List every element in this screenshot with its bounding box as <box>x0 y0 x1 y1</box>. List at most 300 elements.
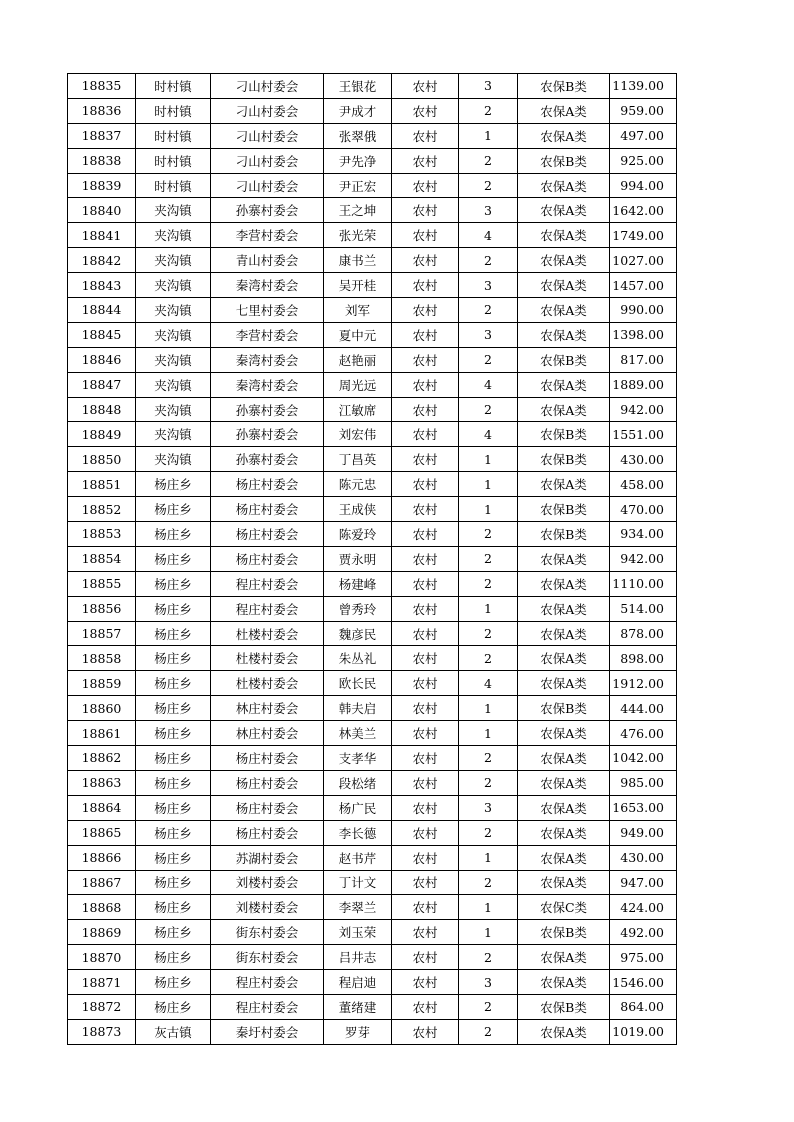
area-type-cell: 农村 <box>392 721 459 746</box>
amount-cell: 1642.00 <box>610 198 677 223</box>
insurance-category-cell: 农保A类 <box>518 472 610 497</box>
household-size-cell: 2 <box>459 621 518 646</box>
table-row <box>68 994 677 1019</box>
village-committee-cell: 杜楼村委会 <box>211 621 324 646</box>
record-id-cell: 18842 <box>68 248 136 273</box>
person-name-cell: 李长德 <box>324 820 392 845</box>
person-name-cell: 吕井志 <box>324 945 392 970</box>
table-row <box>68 98 677 123</box>
area-type-cell: 农村 <box>392 322 459 347</box>
amount-cell: 1749.00 <box>610 223 677 248</box>
township-cell: 杨庄乡 <box>136 820 211 845</box>
person-name-cell: 王银花 <box>324 74 392 99</box>
insurance-category-cell: 农保A类 <box>518 721 610 746</box>
amount-cell: 424.00 <box>610 895 677 920</box>
table-row <box>68 671 677 696</box>
area-type-cell: 农村 <box>392 770 459 795</box>
table-row <box>68 298 677 323</box>
table-row <box>68 621 677 646</box>
township-cell: 夹沟镇 <box>136 198 211 223</box>
household-size-cell: 2 <box>459 571 518 596</box>
township-cell: 夹沟镇 <box>136 372 211 397</box>
person-name-cell: 魏彦民 <box>324 621 392 646</box>
insurance-category-cell: 农保B类 <box>518 148 610 173</box>
area-type-cell: 农村 <box>392 372 459 397</box>
amount-cell: 817.00 <box>610 347 677 372</box>
amount-cell: 942.00 <box>610 546 677 571</box>
area-type-cell: 农村 <box>392 422 459 447</box>
table-row <box>68 646 677 671</box>
village-committee-cell: 李营村委会 <box>211 223 324 248</box>
record-id-cell: 18867 <box>68 870 136 895</box>
insurance-category-cell: 农保A类 <box>518 571 610 596</box>
amount-cell: 1889.00 <box>610 372 677 397</box>
amount-cell: 934.00 <box>610 522 677 547</box>
household-size-cell: 2 <box>459 397 518 422</box>
amount-cell: 1457.00 <box>610 273 677 298</box>
area-type-cell: 农村 <box>392 198 459 223</box>
person-name-cell: 陈元忠 <box>324 472 392 497</box>
insurance-category-cell: 农保A类 <box>518 1019 610 1044</box>
record-id-cell: 18858 <box>68 646 136 671</box>
township-cell: 时村镇 <box>136 98 211 123</box>
household-size-cell: 2 <box>459 746 518 771</box>
village-committee-cell: 青山村委会 <box>211 248 324 273</box>
area-type-cell: 农村 <box>392 74 459 99</box>
insurance-category-cell: 农保A类 <box>518 770 610 795</box>
village-committee-cell: 杨庄村委会 <box>211 497 324 522</box>
insurance-category-cell: 农保B类 <box>518 920 610 945</box>
village-committee-cell: 孙寨村委会 <box>211 447 324 472</box>
village-committee-cell: 秦圩村委会 <box>211 1019 324 1044</box>
person-name-cell: 王成侠 <box>324 497 392 522</box>
person-name-cell: 段松绪 <box>324 770 392 795</box>
household-size-cell: 3 <box>459 74 518 99</box>
area-type-cell: 农村 <box>392 945 459 970</box>
township-cell: 夹沟镇 <box>136 447 211 472</box>
village-committee-cell: 街东村委会 <box>211 945 324 970</box>
village-committee-cell: 孙寨村委会 <box>211 422 324 447</box>
village-committee-cell: 秦湾村委会 <box>211 347 324 372</box>
insurance-category-cell: 农保A类 <box>518 273 610 298</box>
assistance-roster-table <box>67 73 677 1045</box>
area-type-cell: 农村 <box>392 994 459 1019</box>
village-committee-cell: 孙寨村委会 <box>211 397 324 422</box>
record-id-cell: 18861 <box>68 721 136 746</box>
insurance-category-cell: 农保A类 <box>518 173 610 198</box>
insurance-category-cell: 农保A类 <box>518 98 610 123</box>
table-row <box>68 546 677 571</box>
township-cell: 杨庄乡 <box>136 621 211 646</box>
record-id-cell: 18873 <box>68 1019 136 1044</box>
household-size-cell: 1 <box>459 123 518 148</box>
amount-cell: 1546.00 <box>610 970 677 995</box>
insurance-category-cell: 农保A类 <box>518 646 610 671</box>
insurance-category-cell: 农保A类 <box>518 223 610 248</box>
village-committee-cell: 程庄村委会 <box>211 596 324 621</box>
village-committee-cell: 街东村委会 <box>211 920 324 945</box>
person-name-cell: 江敏席 <box>324 397 392 422</box>
record-id-cell: 18868 <box>68 895 136 920</box>
area-type-cell: 农村 <box>392 870 459 895</box>
amount-cell: 947.00 <box>610 870 677 895</box>
village-committee-cell: 刁山村委会 <box>211 74 324 99</box>
amount-cell: 898.00 <box>610 646 677 671</box>
person-name-cell: 康书兰 <box>324 248 392 273</box>
record-id-cell: 18846 <box>68 347 136 372</box>
record-id-cell: 18844 <box>68 298 136 323</box>
insurance-category-cell: 农保B类 <box>518 447 610 472</box>
table-row <box>68 447 677 472</box>
record-id-cell: 18857 <box>68 621 136 646</box>
area-type-cell: 农村 <box>392 795 459 820</box>
household-size-cell: 4 <box>459 671 518 696</box>
household-size-cell: 2 <box>459 148 518 173</box>
area-type-cell: 农村 <box>392 696 459 721</box>
household-size-cell: 3 <box>459 322 518 347</box>
record-id-cell: 18850 <box>68 447 136 472</box>
village-committee-cell: 杜楼村委会 <box>211 646 324 671</box>
table-row <box>68 273 677 298</box>
table-row <box>68 422 677 447</box>
township-cell: 杨庄乡 <box>136 497 211 522</box>
table-row <box>68 123 677 148</box>
area-type-cell: 农村 <box>392 621 459 646</box>
township-cell: 杨庄乡 <box>136 795 211 820</box>
household-size-cell: 1 <box>459 845 518 870</box>
area-type-cell: 农村 <box>392 596 459 621</box>
insurance-category-cell: 农保A类 <box>518 322 610 347</box>
amount-cell: 430.00 <box>610 447 677 472</box>
record-id-cell: 18848 <box>68 397 136 422</box>
person-name-cell: 夏中元 <box>324 322 392 347</box>
township-cell: 杨庄乡 <box>136 895 211 920</box>
amount-cell: 985.00 <box>610 770 677 795</box>
household-size-cell: 1 <box>459 472 518 497</box>
record-id-cell: 18841 <box>68 223 136 248</box>
township-cell: 时村镇 <box>136 123 211 148</box>
village-committee-cell: 七里村委会 <box>211 298 324 323</box>
person-name-cell: 陈爱玲 <box>324 522 392 547</box>
person-name-cell: 朱丛礼 <box>324 646 392 671</box>
township-cell: 杨庄乡 <box>136 770 211 795</box>
amount-cell: 878.00 <box>610 621 677 646</box>
village-committee-cell: 苏湖村委会 <box>211 845 324 870</box>
table-row <box>68 970 677 995</box>
village-committee-cell: 杨庄村委会 <box>211 746 324 771</box>
village-committee-cell: 杨庄村委会 <box>211 522 324 547</box>
insurance-category-cell: 农保A类 <box>518 870 610 895</box>
insurance-category-cell: 农保A类 <box>518 746 610 771</box>
insurance-category-cell: 农保A类 <box>518 372 610 397</box>
township-cell: 杨庄乡 <box>136 746 211 771</box>
record-id-cell: 18871 <box>68 970 136 995</box>
table-row <box>68 472 677 497</box>
table-row <box>68 347 677 372</box>
area-type-cell: 农村 <box>392 571 459 596</box>
person-name-cell: 杨建峰 <box>324 571 392 596</box>
record-id-cell: 18854 <box>68 546 136 571</box>
record-id-cell: 18847 <box>68 372 136 397</box>
record-id-cell: 18838 <box>68 148 136 173</box>
township-cell: 夹沟镇 <box>136 322 211 347</box>
household-size-cell: 4 <box>459 223 518 248</box>
amount-cell: 492.00 <box>610 920 677 945</box>
table-row <box>68 721 677 746</box>
insurance-category-cell: 农保B类 <box>518 497 610 522</box>
record-id-cell: 18866 <box>68 845 136 870</box>
record-id-cell: 18845 <box>68 322 136 347</box>
person-name-cell: 曾秀玲 <box>324 596 392 621</box>
amount-cell: 497.00 <box>610 123 677 148</box>
village-committee-cell: 杨庄村委会 <box>211 820 324 845</box>
village-committee-cell: 林庄村委会 <box>211 696 324 721</box>
table-row <box>68 372 677 397</box>
table-row <box>68 223 677 248</box>
amount-cell: 476.00 <box>610 721 677 746</box>
area-type-cell: 农村 <box>392 273 459 298</box>
township-cell: 杨庄乡 <box>136 571 211 596</box>
area-type-cell: 农村 <box>392 397 459 422</box>
village-committee-cell: 孙寨村委会 <box>211 198 324 223</box>
village-committee-cell: 秦湾村委会 <box>211 273 324 298</box>
household-size-cell: 1 <box>459 721 518 746</box>
person-name-cell: 刘宏伟 <box>324 422 392 447</box>
village-committee-cell: 林庄村委会 <box>211 721 324 746</box>
person-name-cell: 赵书芹 <box>324 845 392 870</box>
person-name-cell: 支孝华 <box>324 746 392 771</box>
record-id-cell: 18851 <box>68 472 136 497</box>
table-row <box>68 920 677 945</box>
area-type-cell: 农村 <box>392 298 459 323</box>
village-committee-cell: 程庄村委会 <box>211 970 324 995</box>
amount-cell: 975.00 <box>610 945 677 970</box>
household-size-cell: 3 <box>459 970 518 995</box>
insurance-category-cell: 农保A类 <box>518 820 610 845</box>
amount-cell: 470.00 <box>610 497 677 522</box>
household-size-cell: 2 <box>459 546 518 571</box>
insurance-category-cell: 农保A类 <box>518 621 610 646</box>
village-committee-cell: 程庄村委会 <box>211 994 324 1019</box>
record-id-cell: 18864 <box>68 795 136 820</box>
area-type-cell: 农村 <box>392 820 459 845</box>
household-size-cell: 2 <box>459 770 518 795</box>
person-name-cell: 王之坤 <box>324 198 392 223</box>
record-id-cell: 18862 <box>68 746 136 771</box>
area-type-cell: 农村 <box>392 148 459 173</box>
table-row <box>68 746 677 771</box>
household-size-cell: 1 <box>459 920 518 945</box>
amount-cell: 959.00 <box>610 98 677 123</box>
table-row <box>68 945 677 970</box>
record-id-cell: 18855 <box>68 571 136 596</box>
household-size-cell: 3 <box>459 795 518 820</box>
person-name-cell: 尹正宏 <box>324 173 392 198</box>
amount-cell: 1042.00 <box>610 746 677 771</box>
amount-cell: 1912.00 <box>610 671 677 696</box>
township-cell: 夹沟镇 <box>136 273 211 298</box>
record-id-cell: 18843 <box>68 273 136 298</box>
household-size-cell: 2 <box>459 248 518 273</box>
amount-cell: 430.00 <box>610 845 677 870</box>
township-cell: 杨庄乡 <box>136 845 211 870</box>
person-name-cell: 林美兰 <box>324 721 392 746</box>
area-type-cell: 农村 <box>392 546 459 571</box>
amount-cell: 1398.00 <box>610 322 677 347</box>
household-size-cell: 1 <box>459 696 518 721</box>
table-row <box>68 1019 677 1044</box>
person-name-cell: 刘玉荣 <box>324 920 392 945</box>
table-row <box>68 173 677 198</box>
table-row <box>68 148 677 173</box>
table-row <box>68 571 677 596</box>
township-cell: 杨庄乡 <box>136 970 211 995</box>
area-type-cell: 农村 <box>392 920 459 945</box>
village-committee-cell: 杨庄村委会 <box>211 795 324 820</box>
township-cell: 杨庄乡 <box>136 522 211 547</box>
area-type-cell: 农村 <box>392 1019 459 1044</box>
area-type-cell: 农村 <box>392 522 459 547</box>
township-cell: 杨庄乡 <box>136 596 211 621</box>
area-type-cell: 农村 <box>392 123 459 148</box>
township-cell: 杨庄乡 <box>136 994 211 1019</box>
household-size-cell: 2 <box>459 298 518 323</box>
township-cell: 夹沟镇 <box>136 347 211 372</box>
table-row <box>68 397 677 422</box>
village-committee-cell: 刘楼村委会 <box>211 870 324 895</box>
amount-cell: 942.00 <box>610 397 677 422</box>
person-name-cell: 丁昌英 <box>324 447 392 472</box>
township-cell: 杨庄乡 <box>136 696 211 721</box>
village-committee-cell: 杨庄村委会 <box>211 770 324 795</box>
amount-cell: 444.00 <box>610 696 677 721</box>
person-name-cell: 贾永明 <box>324 546 392 571</box>
area-type-cell: 农村 <box>392 223 459 248</box>
area-type-cell: 农村 <box>392 98 459 123</box>
township-cell: 杨庄乡 <box>136 472 211 497</box>
household-size-cell: 2 <box>459 646 518 671</box>
township-cell: 夹沟镇 <box>136 422 211 447</box>
village-committee-cell: 李营村委会 <box>211 322 324 347</box>
township-cell: 时村镇 <box>136 173 211 198</box>
area-type-cell: 农村 <box>392 497 459 522</box>
record-id-cell: 18852 <box>68 497 136 522</box>
person-name-cell: 罗芽 <box>324 1019 392 1044</box>
table-row <box>68 596 677 621</box>
person-name-cell: 吴开桂 <box>324 273 392 298</box>
township-cell: 时村镇 <box>136 74 211 99</box>
insurance-category-cell: 农保C类 <box>518 895 610 920</box>
household-size-cell: 2 <box>459 870 518 895</box>
person-name-cell: 张翠俄 <box>324 123 392 148</box>
village-committee-cell: 刁山村委会 <box>211 123 324 148</box>
household-size-cell: 3 <box>459 198 518 223</box>
insurance-category-cell: 农保A类 <box>518 970 610 995</box>
insurance-category-cell: 农保A类 <box>518 596 610 621</box>
record-id-cell: 18840 <box>68 198 136 223</box>
amount-cell: 1551.00 <box>610 422 677 447</box>
village-committee-cell: 杜楼村委会 <box>211 671 324 696</box>
insurance-category-cell: 农保B类 <box>518 347 610 372</box>
area-type-cell: 农村 <box>392 671 459 696</box>
area-type-cell: 农村 <box>392 447 459 472</box>
township-cell: 杨庄乡 <box>136 671 211 696</box>
person-name-cell: 韩夫启 <box>324 696 392 721</box>
amount-cell: 925.00 <box>610 148 677 173</box>
village-committee-cell: 刁山村委会 <box>211 148 324 173</box>
insurance-category-cell: 农保A类 <box>518 845 610 870</box>
household-size-cell: 1 <box>459 447 518 472</box>
area-type-cell: 农村 <box>392 472 459 497</box>
table-row <box>68 770 677 795</box>
record-id-cell: 18872 <box>68 994 136 1019</box>
area-type-cell: 农村 <box>392 746 459 771</box>
person-name-cell: 程启迪 <box>324 970 392 995</box>
area-type-cell: 农村 <box>392 248 459 273</box>
household-size-cell: 2 <box>459 994 518 1019</box>
record-id-cell: 18835 <box>68 74 136 99</box>
table-row <box>68 845 677 870</box>
township-cell: 夹沟镇 <box>136 298 211 323</box>
village-committee-cell: 程庄村委会 <box>211 571 324 596</box>
insurance-category-cell: 农保A类 <box>518 795 610 820</box>
amount-cell: 458.00 <box>610 472 677 497</box>
record-id-cell: 18837 <box>68 123 136 148</box>
household-size-cell: 2 <box>459 98 518 123</box>
township-cell: 杨庄乡 <box>136 546 211 571</box>
person-name-cell: 张光荣 <box>324 223 392 248</box>
table-row <box>68 248 677 273</box>
area-type-cell: 农村 <box>392 646 459 671</box>
insurance-category-cell: 农保A类 <box>518 248 610 273</box>
amount-cell: 994.00 <box>610 173 677 198</box>
amount-cell: 1110.00 <box>610 571 677 596</box>
village-committee-cell: 杨庄村委会 <box>211 472 324 497</box>
township-cell: 夹沟镇 <box>136 248 211 273</box>
table-row <box>68 696 677 721</box>
insurance-category-cell: 农保A类 <box>518 671 610 696</box>
township-cell: 杨庄乡 <box>136 721 211 746</box>
village-committee-cell: 刁山村委会 <box>211 98 324 123</box>
amount-cell: 949.00 <box>610 820 677 845</box>
person-name-cell: 赵艳丽 <box>324 347 392 372</box>
area-type-cell: 农村 <box>392 173 459 198</box>
household-size-cell: 2 <box>459 1019 518 1044</box>
person-name-cell: 尹先净 <box>324 148 392 173</box>
amount-cell: 1027.00 <box>610 248 677 273</box>
person-name-cell: 尹成才 <box>324 98 392 123</box>
household-size-cell: 2 <box>459 820 518 845</box>
amount-cell: 1019.00 <box>610 1019 677 1044</box>
insurance-category-cell: 农保B类 <box>518 994 610 1019</box>
record-id-cell: 18865 <box>68 820 136 845</box>
record-id-cell: 18836 <box>68 98 136 123</box>
household-size-cell: 1 <box>459 895 518 920</box>
household-size-cell: 1 <box>459 497 518 522</box>
amount-cell: 864.00 <box>610 994 677 1019</box>
record-id-cell: 18863 <box>68 770 136 795</box>
household-size-cell: 4 <box>459 422 518 447</box>
township-cell: 杨庄乡 <box>136 945 211 970</box>
insurance-category-cell: 农保B类 <box>518 522 610 547</box>
amount-cell: 1139.00 <box>610 74 677 99</box>
person-name-cell: 李翠兰 <box>324 895 392 920</box>
village-committee-cell: 刁山村委会 <box>211 173 324 198</box>
record-id-cell: 18853 <box>68 522 136 547</box>
person-name-cell: 丁计文 <box>324 870 392 895</box>
person-name-cell: 欧长民 <box>324 671 392 696</box>
township-cell: 夹沟镇 <box>136 397 211 422</box>
